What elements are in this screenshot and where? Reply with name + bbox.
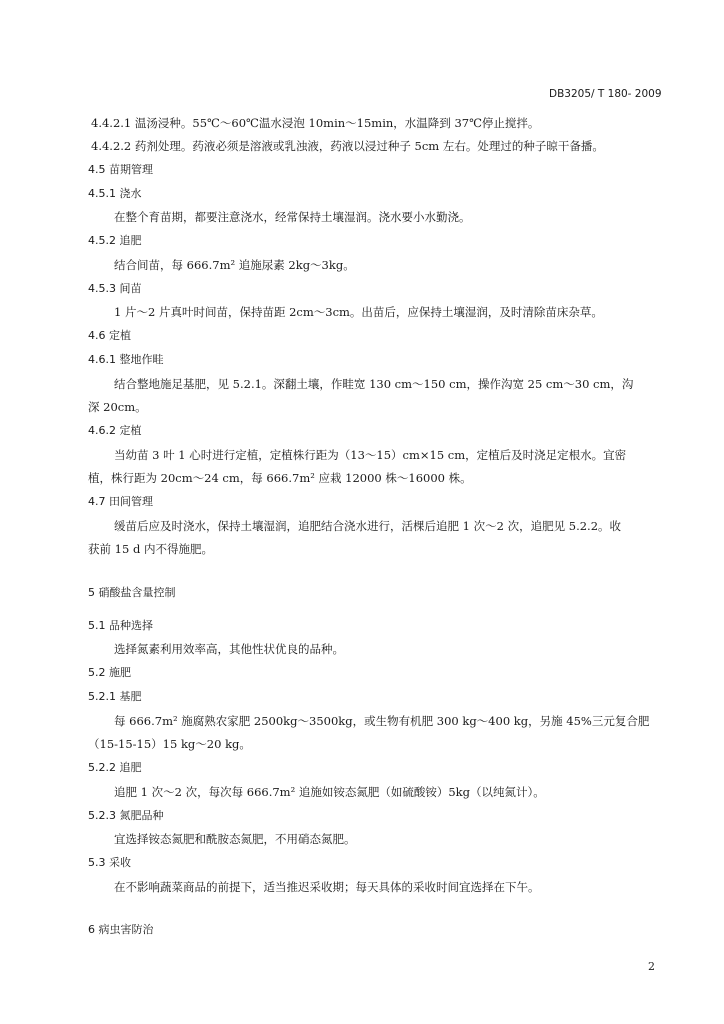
paragraph-line: 在不影响蔬菜商品的前提下，适当推迟采收期；每天具体的采收时间宜选择在下午。	[114, 880, 540, 894]
section-heading: 5 硝酸盐含量控制	[88, 586, 176, 599]
section-heading: 5.2 施肥	[88, 666, 131, 679]
paragraph-line: 深 20cm。	[88, 400, 147, 414]
section-heading: 4.6.2 定植	[88, 424, 142, 437]
section-heading: 5.3 采收	[88, 856, 131, 869]
paragraph-line: 当幼苗 3 叶 1 心时进行定植，定植株行距为（13～15）cm×15 cm，定植后及时浇足定根水。宜密	[114, 448, 627, 462]
section-heading: 4.5 苗期管理	[88, 163, 153, 176]
paragraph-line: 植，株行距为 20cm～24 cm，每 666.7m² 应栽 12000 株～16000 株。	[88, 471, 472, 485]
document-code: DB3205/ T 180- 2009	[549, 88, 662, 100]
paragraph-line: （15-15-15）15 kg～20 kg。	[88, 737, 251, 751]
paragraph-line: 4.4.2.1 温汤浸种。55℃～60℃温水浸泡 10min～15min，水温降到 37℃停止搅拌。	[91, 116, 540, 130]
section-heading: 5.1 品种选择	[88, 619, 153, 632]
paragraph-line: 1 片～2 片真叶时间苗，保持苗距 2cm～3cm。出苗后，应保持土壤湿润，及时清除苗床杂草。	[114, 305, 603, 319]
section-heading: 4.6.1 整地作畦	[88, 353, 164, 366]
section-heading: 4.5.2 追肥	[88, 234, 142, 247]
section-heading: 4.6 定植	[88, 329, 131, 342]
paragraph-line: 缓苗后应及时浇水，保持土壤湿润，追肥结合浇水进行，活棵后追肥 1 次～2 次，追肥见 5.2.2。收	[114, 519, 622, 533]
paragraph-line: 追肥 1 次～2 次，每次每 666.7m² 追施如铵态氮肥（如硫酸铵）5kg（以纯氮计）。	[114, 785, 545, 799]
paragraph-line: 每 666.7m² 施腐熟农家肥 2500kg～3500kg，或生物有机肥 300 kg～400 kg，另施 45%三元复合肥	[114, 714, 650, 728]
section-heading: 4.5.1 浇水	[88, 187, 142, 200]
paragraph-line: 结合整地施足基肥，见 5.2.1。深翻土壤，作畦宽 130 cm～150 cm，操作沟宽 25 cm～30 cm，沟	[114, 377, 634, 391]
section-heading: 6 病虫害防治	[88, 923, 154, 936]
paragraph-line: 4.4.2.2 药剂处理。药液必须是溶液或乳浊液，药液以浸过种子 5cm 左右。处理过的种子晾干备播。	[91, 139, 604, 153]
paragraph-line: 选择氮素利用效率高，其他性状优良的品种。	[114, 642, 344, 656]
section-heading: 5.2.2 追肥	[88, 761, 142, 774]
section-heading: 4.7 田间管理	[88, 495, 153, 508]
paragraph-line: 在整个育苗期，都要注意浇水，经常保持土壤湿润。浇水要小水勤浇。	[114, 210, 471, 224]
paragraph-line: 宜选择铵态氮肥和酰胺态氮肥，不用硝态氮肥。	[114, 832, 356, 846]
paragraph-line: 结合间苗，每 666.7m² 追施尿素 2kg～3kg。	[114, 258, 355, 272]
section-heading: 4.5.3 间苗	[88, 282, 142, 295]
paragraph-line: 获前 15 d 内不得施肥。	[88, 542, 213, 556]
page-number: 2	[648, 960, 655, 973]
section-heading: 5.2.3 氮肥品种	[88, 809, 164, 822]
section-heading: 5.2.1 基肥	[88, 690, 142, 703]
